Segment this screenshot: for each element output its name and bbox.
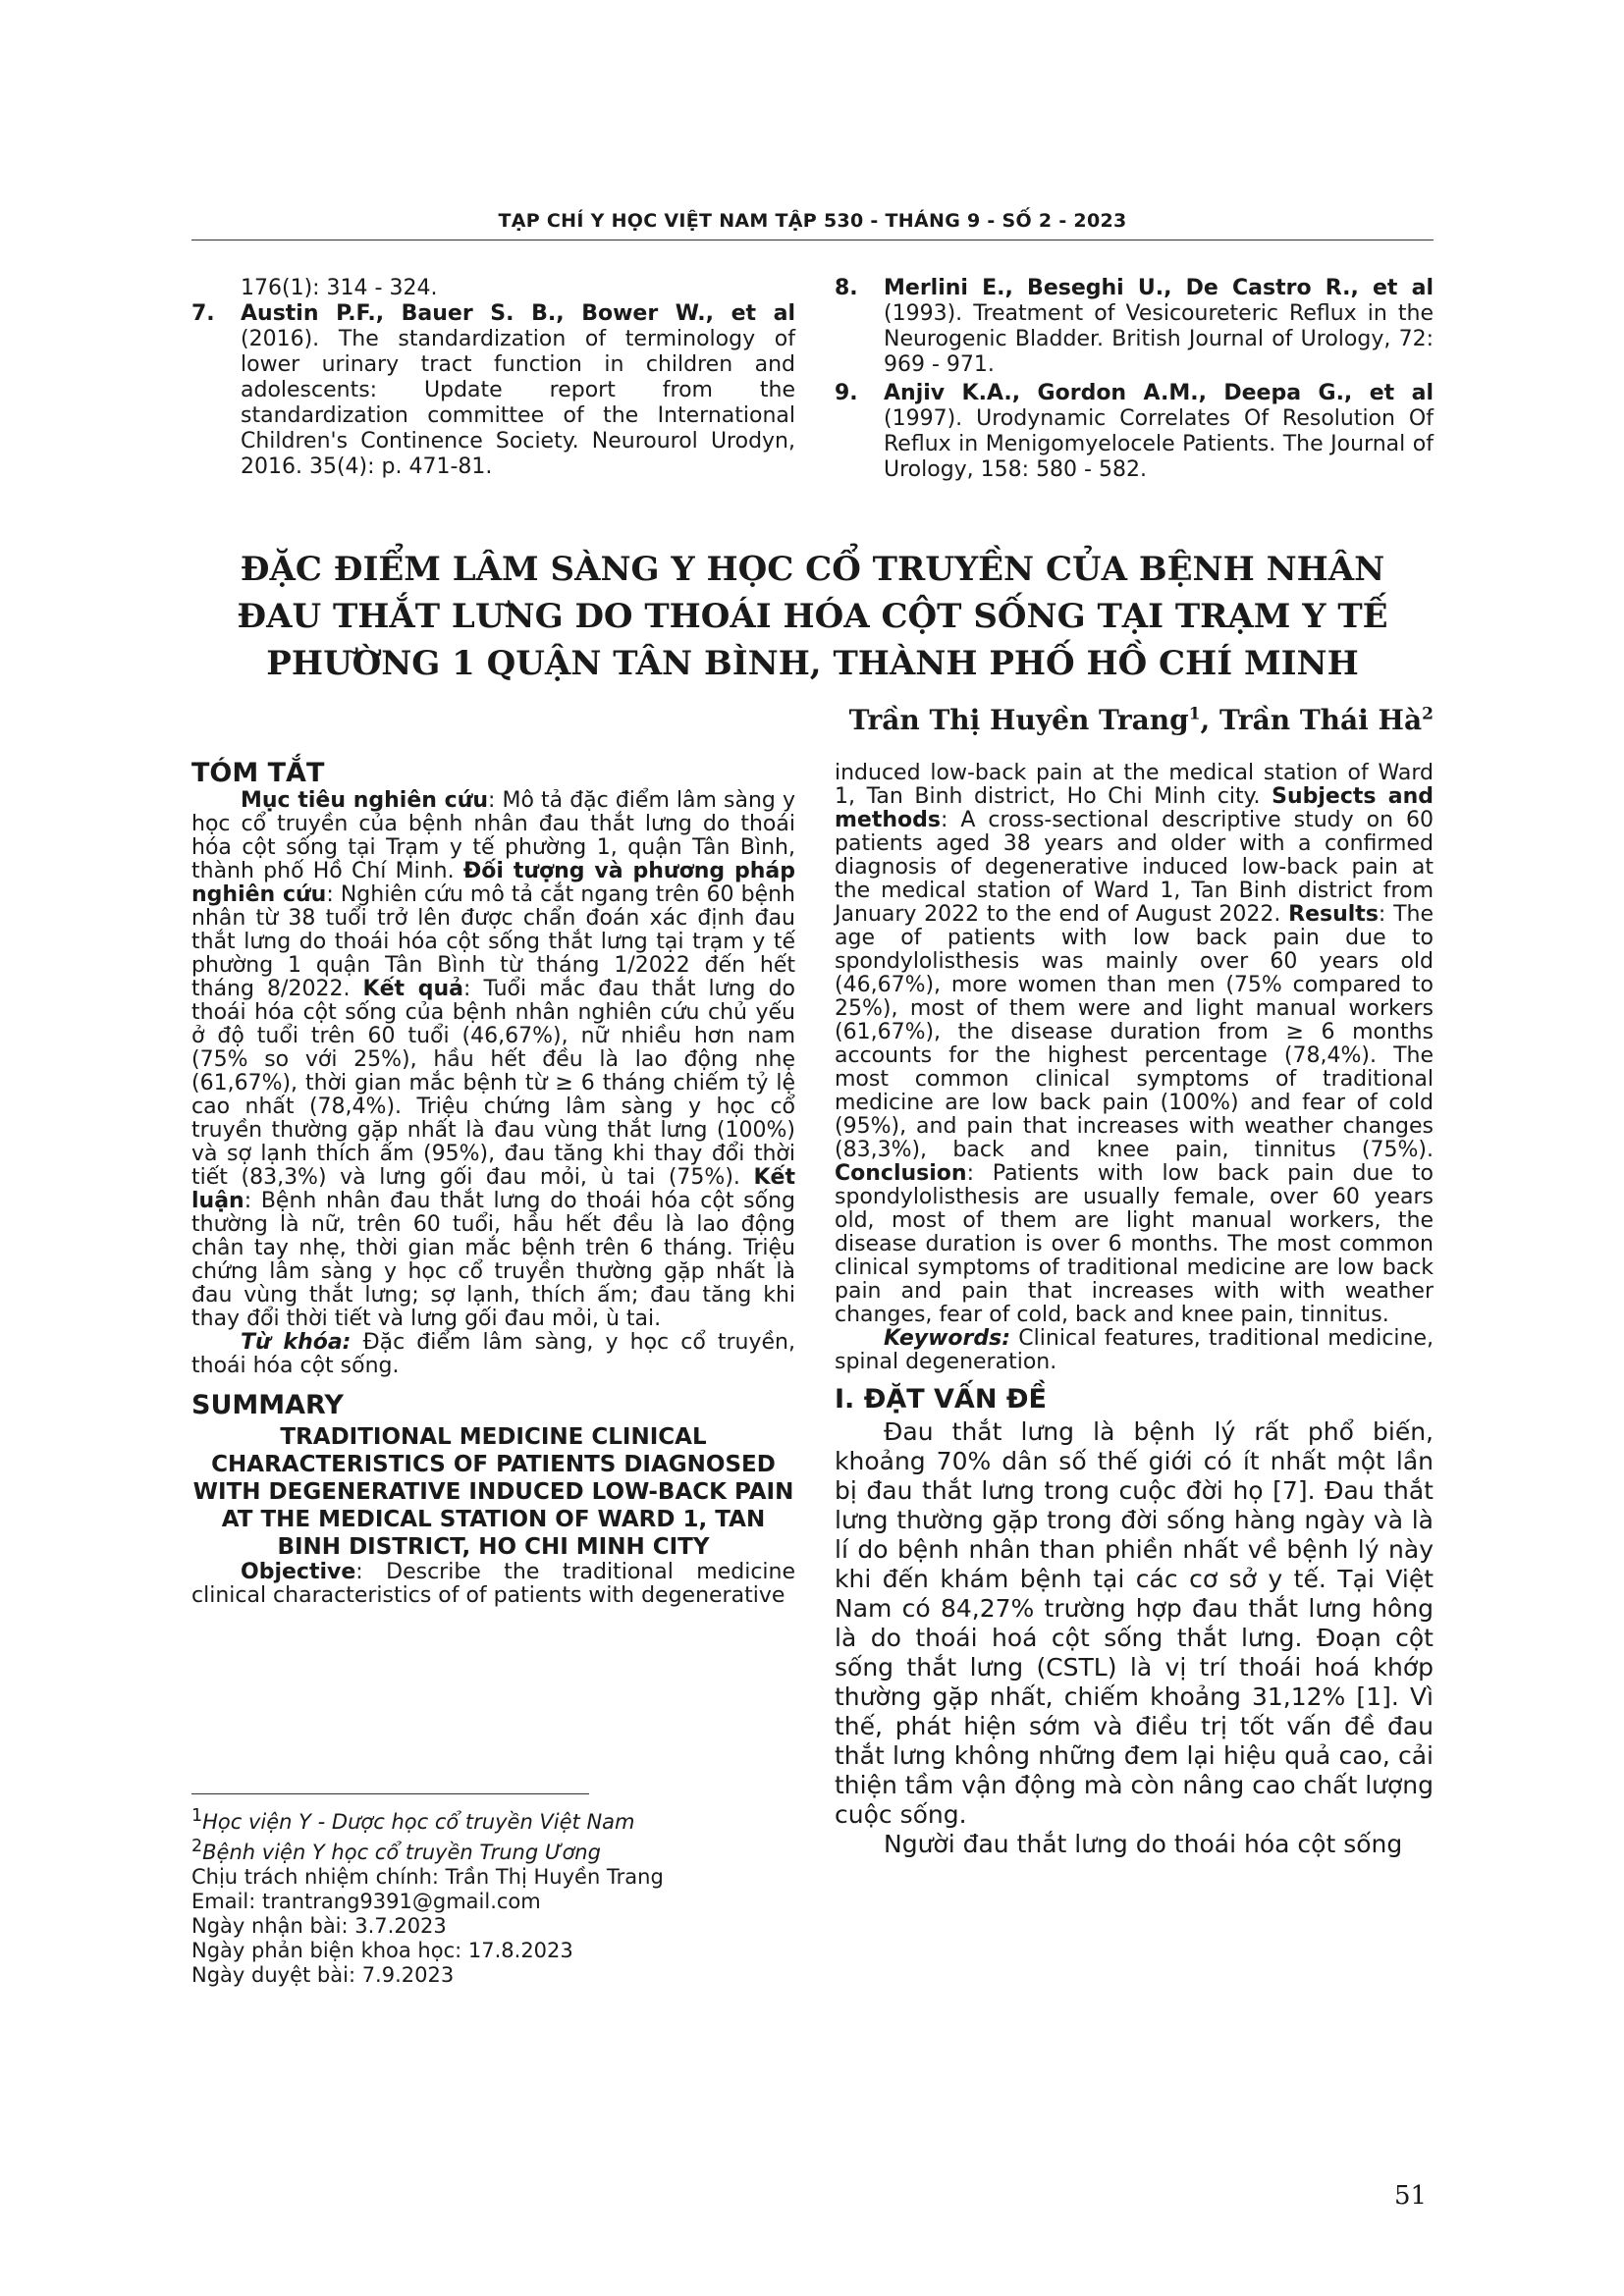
email: Email: trantrang9391@gmail.com — [191, 1890, 541, 1913]
abstract-text: : Bệnh nhân đau thắt lưng do thoái hóa cột sống thường là nữ, trên 60 tuổi, hầu hết đều là lao động chân tay nhẹ, thời gian mắc bệnh trên 6 tháng. Triệu chứng lâm sàng y học cổ truyền thường gặp nhất là đau vùng thắt lưng; sợ lạnh, thích ấm; đau tăng khi thay đổi thời tiết và lưng gối đau mỏi, ù tai. — [191, 1189, 795, 1331]
affiliation-2 — [191, 1835, 795, 1865]
affiliation-text: Bệnh viện Y học cổ truyền Trung Ương — [202, 1841, 601, 1864]
abstract-text: : Tuổi mắc đau thắt lưng do thoái hóa cột sống của bệnh nhân nghiên cứu chủ yếu ở độ tuổi trên 60 tuổi (46,67%), nữ nhiều hơn nam (75% so với 25%), hầu hết đều là lao động nhẹ (61,67%), thời gian mắc bệnh từ ≥ 6 tháng chiếm tỷ lệ cao nhất (78,4%). Triệu chứng lâm sàng y học cổ truyền thường gặp nhất là đau vùng thắt lưng (100%) và sợ lạnh thích ấm (95%), đau tăng khi thay đổi thời tiết (83,3%) và lưng gối đau mỏi, ù tai (75%). — [191, 977, 795, 1190]
abstract-paragraph — [191, 789, 795, 1331]
abstract-vietnamese — [191, 758, 795, 1608]
corresponding-author: Chịu trách nhiệm chính: Trần Thị Huyền Trang — [191, 1865, 664, 1889]
affiliation-text: Học viện Y - Dược học cổ truyền Việt Nam — [202, 1810, 635, 1834]
abstract-label: Mục tiêu nghiên cứu — [241, 788, 489, 813]
reference-text: (2016). The standardization of terminology of lower urinary tract function in children and adolescents: Update report from the standardization committee of the International Children's Continence Society. Neurourol Urodyn, 2016. 35(4): p. 471-81. — [241, 327, 795, 479]
affiliation-1 — [191, 1804, 795, 1835]
abstract-label: Kết quả — [362, 977, 464, 1001]
keywords-label: Keywords: — [884, 1326, 1011, 1351]
abstract-label: Đối tượng và phương pháp nghiên cứu — [191, 859, 795, 907]
reference-number: 9. — [835, 381, 858, 405]
body-paragraph: Người đau thắt lưng do thoái hóa cột sống — [884, 1830, 1403, 1858]
reference-7 — [191, 301, 795, 480]
keywords-vietnamese — [191, 1331, 795, 1378]
affiliation-marker: 2 — [1422, 704, 1434, 724]
article-title — [191, 546, 1434, 687]
reference-text: (1993). Treatment of Vesicoureteric Reflux in the Neurogenic Bladder. British Journal of Urology, 72: 969 - 971. — [884, 301, 1434, 377]
reference-authors: Anjiv K.A., Gordon A.M., Deepa G., et al — [884, 381, 1434, 405]
reference-6-tail — [191, 276, 795, 301]
affiliation-marker: 1 — [1188, 704, 1201, 724]
accepted-date: Ngày duyệt bài: 7.9.2023 — [191, 1963, 455, 1987]
authors — [844, 704, 1434, 736]
affiliation-marker: 2 — [191, 1837, 203, 1856]
summary-text: induced low-back pain at the medical station of Ward 1, Tan Binh district, Ho Chi Minh city. — [835, 761, 1434, 809]
page-number: 51 — [1394, 2181, 1428, 2211]
journal-header: TẠP CHÍ Y HỌC VIỆT NAM TẬP 530 - THÁNG 9 - SỐ 2 - 2023 — [498, 210, 1127, 232]
summary-label: Conclusion — [835, 1161, 967, 1186]
summary-label: Subjects and methods — [835, 784, 1434, 832]
summary-continued — [835, 762, 1434, 1859]
author-name: Trần Thị Huyền Trang — [848, 704, 1189, 736]
section-heading: TÓM TẮT — [191, 758, 325, 788]
affiliation-marker: 1 — [191, 1806, 203, 1826]
title-line: PHƯỜNG 1 QUẬN TÂN BÌNH, THÀNH PHỐ HỒ CHÍ MINH — [266, 644, 1359, 683]
reference-body — [884, 276, 1434, 378]
section-heading: SUMMARY — [191, 1390, 344, 1420]
footnote-rule — [191, 1793, 589, 1794]
summary-paragraph — [835, 762, 1434, 1327]
summary-title: TRADITIONAL MEDICINE CLINICAL CHARACTERISTICS OF PATIENTS DIAGNOSED WITH DEGENERATIVE INDUCED LOW-BACK PAIN AT THE MEDICAL STATION OF WARD 1, TAN BINH DISTRICT, HO CHI MINH CITY — [192, 1424, 794, 1560]
keywords-text: Đặc điểm lâm sàng, y học cổ truyền, thoái hóa cột sống. — [191, 1330, 795, 1378]
keywords-text: Clinical features, traditional medicine, spinal degeneration. — [835, 1326, 1434, 1374]
body-paragraph: Đau thắt lưng là bệnh lý rất phổ biến, khoảng 70% dân số thế giới có ít nhất một lần bị đau thắt lưng trong cuộc đời họ [7]. Đau thắt lưng thường gặp trong đời sống hàng ngày và là lí do bệnh nhân than phiền nhất về bệnh lý này khi đến khám bệnh tại các cơ sở y tế. Tại Việt Nam có 84,27% trường hợp đau thắt lưng hông là do thoái hoá cột sống thắt lưng. Đoạn cột sống thắt lưng (CSTL) là vị trí thoái hoá khớp thường gặp nhất, chiếm khoảng 31,12% [1]. Vì thế, phát hiện sớm và điều trị tốt vấn đề đau thắt lưng không những đem lại hiệu quả cao, cải thiện tầm vận động mà còn nâng cao chất lượng cuộc sống. — [835, 1417, 1434, 1829]
section-heading: I. ĐẶT VẤN ĐỀ — [835, 1384, 1047, 1415]
summary-label: Objective — [241, 1560, 356, 1584]
reference-body — [884, 381, 1434, 483]
summary-text: : Patients with low back pain due to spondylolisthesis are usually female, over 60 years old, most of them are light manual workers, the disease duration is over 6 months. The most common clinical symptoms of traditional medicine are low back pain and pain that increases with with weather changes, fear of cold, back and knee pain, tinnitus. — [835, 1161, 1434, 1327]
reference-body — [241, 301, 795, 480]
summary-text: : A cross-sectional descriptive study on 60 patients aged 38 years and older with a confirmed diagnosis of degenerative induced low-back pain at the medical station of Ward 1, Tan Binh district from January 2022 to the end of August 2022. — [835, 808, 1434, 927]
reference-number: 7. — [191, 301, 215, 326]
summary-label: Results — [1288, 902, 1379, 927]
footnotes — [191, 1804, 795, 1988]
author-separator: , — [1200, 704, 1220, 736]
reference-8 — [835, 276, 1434, 378]
abstract-text: : Nghiên cứu mô tả cắt ngang trên 60 bệnh nhân từ 38 tuổi trở lên được chẩn đoán xác định đau thắt lưng do thoái hóa cột sống thắt lưng tại trạm y tế phường 1 quận Tân Bình từ tháng 1/2022 đến hết tháng 8/2022. — [191, 882, 795, 1001]
keywords-english — [835, 1327, 1434, 1374]
reference-authors: Austin P.F., Bauer S. B., Bower W., et al — [241, 301, 795, 326]
reference-text: 176(1): 314 - 324. — [241, 276, 438, 300]
received-date: Ngày nhận bài: 3.7.2023 — [191, 1914, 447, 1938]
abstract-text: : Mô tả đặc điểm lâm sàng y học cổ truyền của bệnh nhân đau thắt lưng do thoái hóa cột sống tại Trạm y tế phường 1, quận Tân Bình, thành phố Hồ Chí Minh. — [191, 788, 795, 883]
title-line: ĐAU THẮT LƯNG DO THOÁI HÓA CỘT SỐNG TẠI TRẠM Y TẾ — [237, 597, 1388, 636]
abstract-label: Kết luận — [191, 1165, 795, 1213]
reference-authors: Merlini E., Beseghi U., De Castro R., et al — [884, 276, 1434, 300]
summary-text: : Describe the traditional medicine clinical characteristics of of patients with degenerative — [191, 1560, 795, 1608]
reference-text: (1997). Urodynamic Correlates Of Resolution Of Reflux in Menigomyelocele Patients. The Journal of Urology, 158: 580 - 582. — [884, 406, 1434, 482]
review-date: Ngày phản biện khoa học: 17.8.2023 — [191, 1939, 573, 1962]
title-line: ĐẶC ĐIỂM LÂM SÀNG Y HỌC CỔ TRUYỀN CỦA BỆNH NHÂN — [240, 550, 1385, 589]
reference-number: 8. — [835, 276, 858, 300]
keywords-label: Từ khóa: — [241, 1330, 352, 1355]
reference-9 — [835, 381, 1434, 483]
summary-text: : The age of patients with low back pain due to spondylolisthesis was mainly over 60 years old (46,67%), more women than men (75% compared to 25%), most of them were and light manual workers (61,67%), the disease duration from ≥ 6 months accounts for the highest percentage (78,4%). The most common clinical symptoms of traditional medicine are low back pain (100%) and fear of cold (95%), and pain that increases with weather changes (83,3%), back and knee pain, tinnitus (75%). — [835, 902, 1434, 1162]
summary-paragraph-start — [191, 1561, 795, 1608]
author-name: Trần Thái Hà — [1219, 704, 1423, 736]
